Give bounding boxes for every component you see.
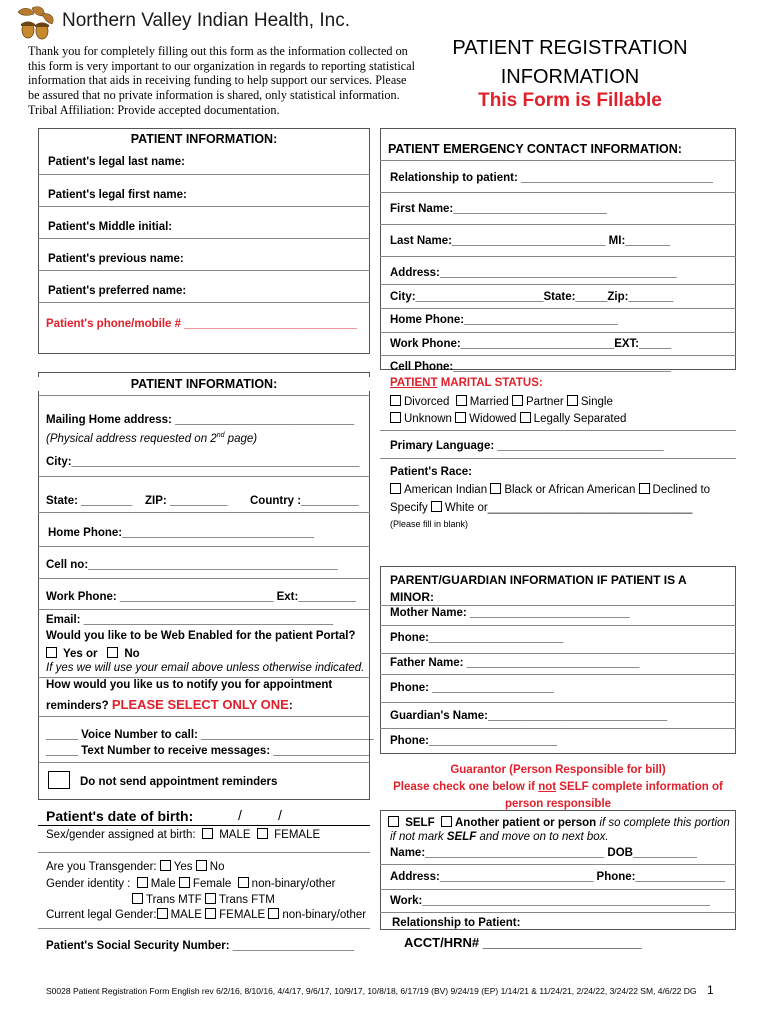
web-enabled-note: If yes we will use your email above unless otherwise indicated. <box>46 662 365 674</box>
patient-info-heading-1: PATIENT INFORMATION: <box>39 132 369 146</box>
guarantor-work-field[interactable]: Work:_____________________________________________ <box>390 895 711 907</box>
trans-row <box>132 893 275 906</box>
father-name-field[interactable]: Father Name: ___________________________ <box>390 657 640 669</box>
sex-at-birth-row <box>46 828 320 841</box>
emergency-home-phone-field[interactable]: Home Phone:________________________ <box>390 314 618 326</box>
emergency-cell-phone-field[interactable]: Cell Phone:__________________________________ <box>390 361 671 373</box>
guarantor-heading-2 <box>380 779 736 796</box>
intro-text: Thank you for completely filling out this form as the information collected on this form is very important to our organization in regards to reporting statistical information that aids in receiving funding to help support our services. Please be assured that no private information is shared, only statistical information. Tribal Affiliation: Provide accepted documentation. <box>28 44 415 117</box>
identity-label: Gender identity : <box>46 878 131 890</box>
partner-label: Partner <box>525 396 564 408</box>
acorn-logo-icon <box>12 4 58 44</box>
legal-male-checkbox[interactable] <box>157 908 168 919</box>
legal-first-name-field[interactable]: Patient's legal first name: <box>48 189 187 201</box>
declined-label: Declined to <box>652 484 711 496</box>
race-heading: Patient's Race: <box>390 466 472 478</box>
parent-heading <box>390 572 687 606</box>
trans-ftm-label: Trans FTM <box>219 894 275 906</box>
middle-initial-field[interactable]: Patient's Middle initial: <box>48 221 173 233</box>
emergency-heading: PATIENT EMERGENCY CONTACT INFORMATION: <box>388 142 682 156</box>
unknown-label: Unknown <box>404 413 452 425</box>
physical-address-note <box>46 432 257 445</box>
form-title <box>430 34 710 92</box>
zip-field[interactable]: ZIP: _________ <box>145 495 228 507</box>
if-not-text: if not mark <box>390 831 447 843</box>
guarantor-self-label: SELF <box>405 817 435 829</box>
american-indian-label: American Indian <box>404 484 488 496</box>
identity-female-label: Female <box>192 878 232 890</box>
notify-question: How would you like us to notify you for appointment <box>46 679 333 691</box>
reminders-label: reminders? <box>46 700 109 712</box>
patient-phone-field[interactable]: Patient's phone/mobile # ___________________________ <box>46 318 357 330</box>
separated-label: Legally Separated <box>533 413 627 425</box>
transgender-no-checkbox[interactable] <box>196 860 207 871</box>
transgender-no-label: No <box>209 861 225 873</box>
web-no-checkbox[interactable] <box>107 647 118 658</box>
state-field[interactable]: State: ________ <box>46 495 133 507</box>
identity-nonbinary-checkbox[interactable] <box>238 877 249 888</box>
web-enabled-options <box>46 647 140 660</box>
no-reminders-checkbox[interactable] <box>48 771 70 789</box>
legal-gender-row <box>46 908 366 921</box>
identity-female-checkbox[interactable] <box>179 877 190 888</box>
emergency-first-name-field[interactable]: First Name:________________________ <box>390 203 607 215</box>
race-row-1 <box>390 483 710 496</box>
footer-revision: S0028 Patient Registration Form English rev 6/2/16, 8/10/16, 4/4/17, 9/6/17, 10/9/17, 10/8/18, 6/17/19 (BV) 9/24/19 (EP) 1/14/21 & 11/24/21, 2/24/22, 3/24/22 SM, 4/6/22 DG <box>46 986 697 996</box>
legal-last-name-field[interactable]: Patient's legal last name: <box>48 156 185 168</box>
black-checkbox[interactable] <box>490 483 501 494</box>
legal-male-label: MALE <box>170 909 202 921</box>
race-row-2 <box>390 501 692 514</box>
dob-slash-1: / <box>238 807 242 823</box>
web-yes-label: Yes or <box>63 648 98 660</box>
divorced-checkbox[interactable] <box>390 395 401 406</box>
parent-heading-2: MINOR: <box>390 590 434 604</box>
parent-heading-1: PARENT/GUARDIAN INFORMATION IF PATIENT IS A <box>390 573 687 587</box>
work-phone-field[interactable]: Work Phone: ________________________ Ext:_________ <box>46 591 356 603</box>
partner-checkbox[interactable] <box>512 395 523 406</box>
dob-label: Patient's date of birth: <box>46 808 194 824</box>
emergency-contact-box <box>380 128 736 370</box>
marital-row-2 <box>390 412 626 425</box>
specify-label: Specify <box>390 502 428 514</box>
title-line-1: PATIENT REGISTRATION <box>452 37 688 59</box>
guarantor-another-label: Another patient or person <box>454 817 597 829</box>
trans-mtf-label: Trans MTF <box>146 894 202 906</box>
legal-nonbinary-checkbox[interactable] <box>268 908 279 919</box>
guarantor-another-checkbox[interactable] <box>441 816 452 827</box>
emergency-address-field[interactable]: Address:_____________________________________ <box>390 267 677 279</box>
married-label: Married <box>469 396 509 408</box>
identity-nonbinary-label: non-binary/other <box>251 878 336 890</box>
web-enabled-question: Would you like to be Web Enabled for the patient Portal? <box>46 630 356 642</box>
guarantor-options <box>388 816 730 829</box>
identity-male-checkbox[interactable] <box>137 877 148 888</box>
legal-nonbinary-label: non-binary/other <box>282 909 367 921</box>
reminders-line <box>46 697 293 712</box>
white-checkbox[interactable] <box>431 501 442 512</box>
ssn-field[interactable]: Patient's Social Security Number: ___________________ <box>46 940 355 952</box>
legal-female-label: FEMALE <box>219 909 266 921</box>
sex-female-label: FEMALE <box>274 829 321 841</box>
previous-name-field[interactable]: Patient's previous name: <box>48 253 184 265</box>
physical-note-pre: (Physical address requested on 2 <box>46 432 217 445</box>
emergency-last-name-field[interactable]: Last Name:________________________ MI:_______ <box>390 235 671 247</box>
unknown-checkbox[interactable] <box>390 412 401 423</box>
preferred-name-field[interactable]: Patient's preferred name: <box>48 285 187 297</box>
patient-info-heading-2: PATIENT INFORMATION: <box>38 377 370 391</box>
guarantor-heading-3: person responsible <box>504 798 612 810</box>
transgender-label: Are you Transgender: <box>46 861 157 873</box>
guarantor-relationship-field[interactable]: Relationship to Patient: <box>392 917 521 929</box>
physical-note-post: page) <box>224 432 258 445</box>
emergency-relationship-field[interactable]: Relationship to patient: ______________________________ <box>390 172 713 184</box>
reminders-colon: : <box>288 700 293 712</box>
separated-checkbox[interactable] <box>520 412 531 423</box>
title-line-2: INFORMATION <box>500 66 640 88</box>
transgender-row <box>46 860 224 873</box>
mailing-address-field[interactable]: Mailing Home address: ____________________________ <box>46 414 355 426</box>
transgender-yes-checkbox[interactable] <box>160 860 171 871</box>
transgender-yes-label: Yes <box>173 861 193 873</box>
guarantor-line2-pre: Please check one below if <box>393 781 539 793</box>
guarantor-heading-1: Guarantor (Person Responsible for bill) <box>450 764 666 776</box>
guarantor-name-field[interactable]: Name:____________________________ DOB__________ <box>390 847 697 859</box>
sex-label: Sex/gender assigned at birth: <box>46 829 196 841</box>
dob-field[interactable] <box>46 808 193 824</box>
single-label: Single <box>580 396 613 408</box>
text-number-field[interactable]: _____ Text Number to receive messages: _______________ <box>46 745 370 757</box>
self-bold-text: SELF <box>446 831 477 843</box>
dob-slash-2: / <box>278 807 282 823</box>
select-one-label: PLEASE SELECT ONLY ONE <box>111 697 289 712</box>
guarantor-address-field[interactable]: Address:________________________ Phone:______________ <box>390 871 726 883</box>
black-label: Black or African American <box>504 484 636 496</box>
org-name: Northern Valley Indian Health, Inc. <box>62 10 350 31</box>
race-fill-note: (Please fill in blank) <box>390 519 469 529</box>
no-reminders-label: Do not send appointment reminders <box>80 776 278 788</box>
marital-heading <box>390 377 543 389</box>
guarantor-another-note: if so complete this portion <box>599 817 730 829</box>
legal-gender-label: Current legal Gender: <box>46 909 157 921</box>
married-checkbox[interactable] <box>456 395 467 406</box>
widowed-checkbox[interactable] <box>455 412 466 423</box>
gender-identity-row <box>46 877 335 890</box>
guardian-name-field[interactable]: Guardian's Name:____________________________ <box>390 710 668 722</box>
trans-mtf-checkbox[interactable] <box>132 893 143 904</box>
sex-female-checkbox[interactable] <box>257 828 268 839</box>
fillable-notice: This Form is Fillable <box>478 90 662 111</box>
sex-male-checkbox[interactable] <box>202 828 213 839</box>
guardian-phone-field[interactable]: Phone:____________________ <box>390 735 557 747</box>
web-yes-checkbox[interactable] <box>46 647 57 658</box>
page-number: 1 <box>707 983 714 997</box>
white-field[interactable]: White or________________________________ <box>444 502 693 514</box>
mother-phone-field[interactable]: Phone:_____________________ <box>390 632 564 644</box>
father-phone-field[interactable]: Phone: ___________________ <box>390 682 554 694</box>
declined-checkbox[interactable] <box>639 483 650 494</box>
marital-patient-word: PATIENT <box>390 377 438 389</box>
physical-note-sup: nd <box>216 432 225 439</box>
marital-heading-text: MARITAL STATUS: <box>437 377 543 389</box>
primary-language-field[interactable]: Primary Language: __________________________ <box>390 440 664 452</box>
american-indian-checkbox[interactable] <box>390 483 401 494</box>
acct-hrn-field[interactable]: ACCT/HRN# ______________________ <box>404 935 642 950</box>
voice-number-field[interactable]: _____ Voice Number to call: ___________________________ <box>46 729 374 741</box>
email-field[interactable]: Email: _______________________________________ <box>46 614 334 626</box>
guarantor-line2-post: SELF complete information of <box>556 781 723 793</box>
mailing-city-field[interactable]: City:_____________________________________________ <box>46 456 360 468</box>
guarantor-self-checkbox[interactable] <box>388 816 399 827</box>
cell-field[interactable]: Cell no:_______________________________________ <box>46 559 338 571</box>
guarantor-heading <box>380 762 736 813</box>
move-on-text: and move on to next box. <box>476 831 609 843</box>
guarantor-instruction <box>390 831 609 843</box>
guarantor-not: not <box>538 781 557 793</box>
widowed-label: Widowed <box>469 413 517 425</box>
legal-female-checkbox[interactable] <box>205 908 216 919</box>
single-checkbox[interactable] <box>567 395 578 406</box>
emergency-city-field[interactable]: City:____________________State:_____Zip:_______ <box>390 291 674 303</box>
emergency-work-phone-field[interactable]: Work Phone:________________________EXT:_____ <box>390 338 672 350</box>
home-phone-field[interactable]: Home Phone:______________________________ <box>48 527 314 539</box>
identity-male-label: Male <box>150 878 176 890</box>
web-no-label: No <box>124 648 140 660</box>
country-field[interactable]: Country :_________ <box>250 495 359 507</box>
marital-row-1 <box>390 395 613 408</box>
divorced-label: Divorced <box>404 396 450 408</box>
sex-male-label: MALE <box>219 829 251 841</box>
mother-name-field[interactable]: Mother Name: _________________________ <box>390 607 630 619</box>
trans-ftm-checkbox[interactable] <box>205 893 216 904</box>
